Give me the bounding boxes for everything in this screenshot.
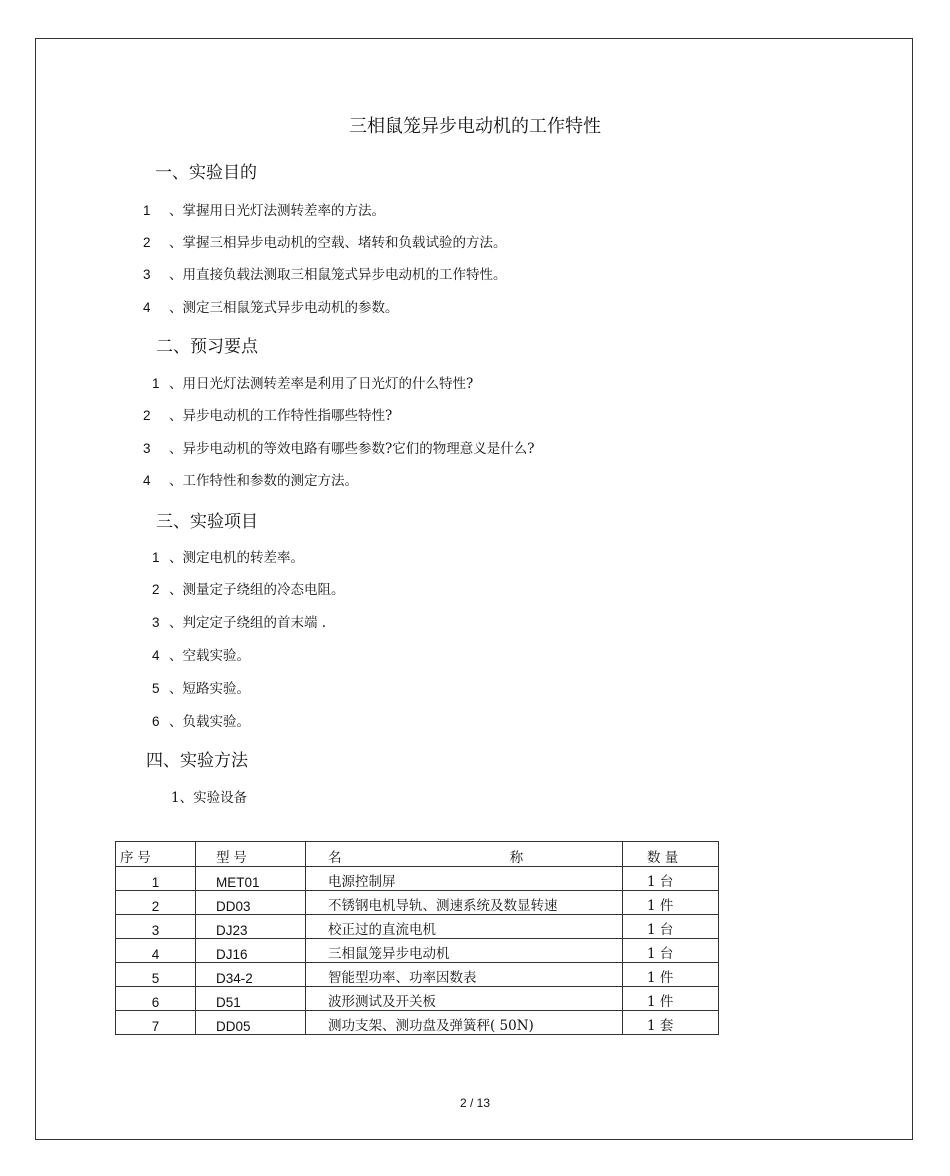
list-item [152,372,473,392]
page-title: 三相鼠笼异步电动机的工作特性 [349,116,601,137]
cell-model: DJ16 [196,939,306,963]
cell-name: 智能型功率、功率因数表 [306,963,623,987]
list-item-number: 4 [143,473,151,488]
cell-qty: 1 件 [623,987,719,1011]
list-item [152,611,326,631]
list-item-text: 、判定定子绕组的首末端 . [169,615,327,631]
cell-no: 4 [116,939,196,963]
cell-model: D51 [196,987,306,1011]
list-item-text: 、异步电动机的工作特性指哪些特性? [169,408,393,424]
section-heading-items: 三、实验项目 [156,512,258,532]
list-item [152,578,345,598]
list-item-number: 3 [152,615,160,630]
list-item [143,469,358,489]
table-header-row [116,842,719,867]
subsection-heading-equipment: 1、实验设备 [171,790,248,806]
list-item-text: 、短路实验。 [169,681,250,697]
table-row [116,987,719,1011]
list-item [143,296,399,316]
list-item [143,263,507,283]
section-heading-methods: 四、实验方法 [146,751,248,771]
list-item [152,644,250,664]
list-item-text: 、测定电机的转差率。 [169,550,304,566]
header-cell-no: 序 号 [116,842,196,867]
cell-name: 电源控制屏 [306,867,623,891]
page-number: 2 / 13 [459,1096,491,1110]
cell-model: MET01 [196,867,306,891]
list-item-number: 2 [143,235,151,250]
cell-no: 3 [116,915,196,939]
table-row [116,867,719,891]
table-row [116,939,719,963]
list-item-number: 1 [143,203,151,218]
cell-no: 1 [116,867,196,891]
section-heading-preview: 二、预习要点 [156,337,258,357]
list-item-text: 、空载实验。 [169,648,250,664]
cell-name: 波形测试及开关板 [306,987,623,1011]
list-item-text: 、用日光灯法测转差率是利用了日光灯的什么特性? [169,376,474,392]
cell-model: DD03 [196,891,306,915]
cell-model: DJ23 [196,915,306,939]
list-item [152,677,250,697]
cell-no: 6 [116,987,196,1011]
list-item [152,710,250,730]
list-item-number: 4 [152,648,160,663]
cell-name: 测功支架、测功盘及弹簧秤( 50N) [306,1011,623,1035]
cell-model: D34-2 [196,963,306,987]
list-item [143,199,385,219]
section-heading-objectives: 一、实验目的 [155,163,257,183]
list-item [143,404,392,424]
list-item [143,231,507,251]
cell-qty: 1 套 [623,1011,719,1035]
list-item-number: 5 [152,681,160,696]
list-item-text: 、测定三相鼠笼式异步电动机的参数。 [169,300,399,316]
list-item-number: 4 [143,300,151,315]
list-item [143,437,534,457]
table-row [116,915,719,939]
cell-qty: 1 件 [623,891,719,915]
list-item-text: 、异步电动机的等效电路有哪些参数?它们的物理意义是什么? [169,441,535,457]
equipment-table [115,841,719,1035]
cell-qty: 1 台 [623,915,719,939]
list-item-number: 2 [152,582,160,597]
cell-name: 三相鼠笼异步电动机 [306,939,623,963]
list-item-text: 、负载实验。 [169,714,250,730]
list-item-text: 、掌握用日光灯法测转差率的方法。 [169,203,385,219]
header-cell-model: 型 号 [196,842,306,867]
list-item-text: 、测量定子绕组的冷态电阻。 [169,582,345,598]
cell-qty: 1 件 [623,963,719,987]
header-cell-qty: 数 量 [623,842,719,867]
list-item-text: 、工作特性和参数的测定方法。 [169,473,358,489]
cell-model: DD05 [196,1011,306,1035]
table-row [116,1011,719,1035]
table-row [116,891,719,915]
list-item-number: 3 [143,267,151,282]
cell-name: 校正过的直流电机 [306,915,623,939]
header-cell-name [306,842,623,867]
list-item-number: 3 [143,441,151,456]
cell-no: 7 [116,1011,196,1035]
cell-name: 不锈钢电机导轨、测速系统及数显转速 [306,891,623,915]
list-item-number: 2 [143,408,151,423]
list-item-number: 6 [152,714,160,729]
cell-no: 2 [116,891,196,915]
cell-qty: 1 台 [623,867,719,891]
list-item-number: 1 [152,550,160,565]
list-item [152,546,304,566]
list-item-text: 、掌握三相异步电动机的空载、堵转和负载试验的方法。 [169,235,507,251]
header-name-text: 名 称 [328,850,606,866]
list-item-text: 、用直接负载法测取三相鼠笼式异步电动机的工作特性。 [169,267,507,283]
table-row [116,963,719,987]
cell-qty: 1 台 [623,939,719,963]
cell-no: 5 [116,963,196,987]
list-item-number: 1 [152,376,160,391]
